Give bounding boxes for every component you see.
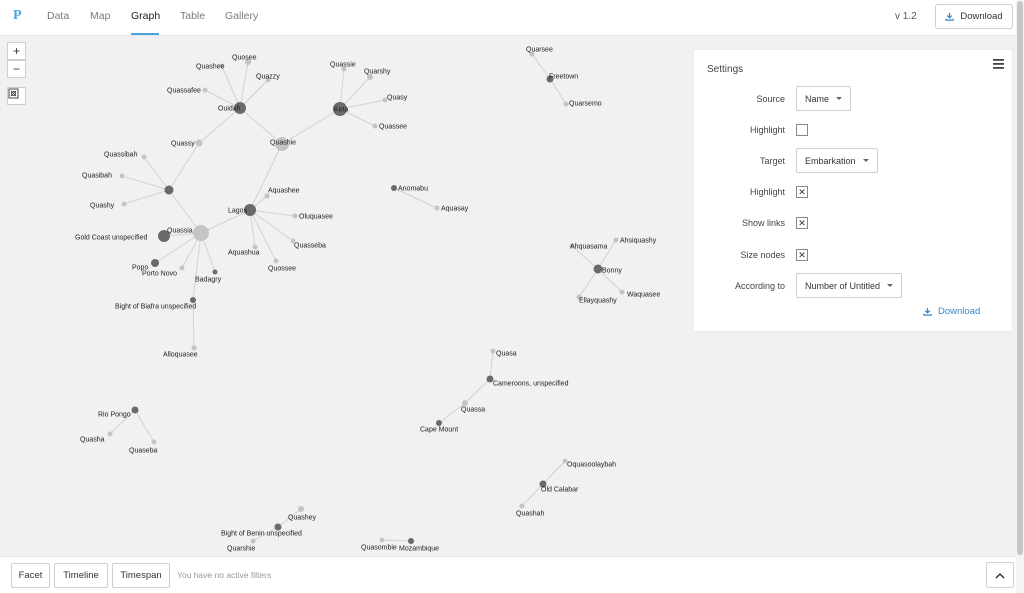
target-label: Target [759, 156, 785, 166]
graph-node-label: Waquasee [627, 291, 661, 299]
graph-node[interactable] [193, 225, 209, 241]
graph-node-label: Quashey [288, 514, 317, 522]
graph-node[interactable] [298, 506, 304, 512]
fit-to-screen-icon [8, 88, 19, 99]
graph-edge [490, 351, 493, 379]
graph-node[interactable] [373, 124, 378, 129]
graph-node-label: Quassy [171, 140, 195, 148]
graph-node-label: Quashah [516, 510, 545, 518]
graph-node[interactable] [408, 538, 414, 544]
graph-node-label: Quashy [90, 202, 115, 210]
graph-node-label: Quashie [270, 139, 297, 147]
graph-node[interactable] [391, 185, 397, 191]
graph-node[interactable] [122, 202, 127, 207]
graph-node-label: Cameroons, unspecified [493, 380, 569, 388]
graph-node[interactable] [108, 432, 113, 437]
graph-node[interactable] [132, 407, 139, 414]
graph-node-label: Quassibah [104, 151, 138, 159]
tab-graph[interactable]: Graph [131, 10, 161, 22]
graph-node-label: Bight of Biafra unspecified [115, 303, 197, 311]
filter-bar [0, 556, 1016, 593]
graph-node-label: Ahsiquashy [620, 237, 657, 245]
graph-node[interactable] [620, 290, 625, 295]
graph-edge [382, 540, 411, 541]
target-select-value: Embarkation [805, 155, 856, 166]
graph-node-label: Quarsee [526, 46, 553, 54]
download-button-label: Download [960, 11, 1003, 22]
graph-node[interactable] [564, 102, 569, 107]
graph-node-label: Badagry [195, 276, 222, 284]
download-button[interactable] [935, 4, 1013, 29]
graph-node-label: Quarshie [227, 545, 256, 553]
source-label: Source [756, 94, 785, 104]
graph-node-label: Quassie [330, 61, 356, 69]
graph-node[interactable] [435, 206, 440, 211]
graph-node-label: Quossee [268, 265, 297, 273]
graph-node[interactable] [203, 88, 208, 93]
graph-node[interactable] [213, 270, 218, 275]
graph-node-label: Quasa [496, 350, 517, 358]
settings-panel [693, 49, 1013, 332]
graph-node-label: Gold Coast unspecified [75, 234, 148, 242]
graph-node[interactable] [190, 297, 196, 303]
highlight-source-checkbox[interactable] [796, 124, 808, 136]
chevron-down-icon [863, 159, 869, 162]
graph-node[interactable] [142, 155, 147, 160]
graph-node-label: Aquasay [441, 205, 469, 213]
graph-edge [144, 157, 169, 190]
scrollbar-thumb[interactable] [1017, 1, 1023, 555]
graph-node-label: Mozambique [399, 545, 440, 553]
graph-node-label: Porto Novo [142, 270, 178, 278]
according-to-label: According to [734, 281, 785, 291]
graph-node-label: Ouidah [218, 105, 241, 113]
graph-node-label: Quassafee [167, 87, 201, 95]
chevron-down-icon [887, 284, 893, 287]
graph-node[interactable] [462, 400, 468, 406]
graph-node-label: Anomabu [398, 185, 428, 193]
graph-node[interactable] [165, 186, 174, 195]
graph-node-label: Quosee [232, 54, 257, 62]
graph-node[interactable] [293, 214, 298, 219]
graph-node[interactable] [151, 259, 159, 267]
graph-node-label: Aquashua [228, 249, 260, 257]
settings-title: Settings [707, 64, 744, 75]
source-select-value: Name [805, 93, 830, 104]
graph-node[interactable] [251, 539, 256, 544]
graph-edge [250, 144, 282, 210]
show-links-label: Show links [741, 218, 785, 228]
graph-edge [550, 79, 566, 104]
vertical-scrollbar[interactable] [1016, 0, 1024, 593]
graph-node[interactable] [520, 504, 525, 509]
graph-edge [199, 105, 241, 143]
graph-node[interactable] [614, 238, 619, 243]
graph-edge [465, 379, 490, 403]
size-nodes-label: Size nodes [740, 250, 785, 260]
timeline-button[interactable]: Timeline [54, 563, 108, 588]
graph-node-label: Aquashee [268, 187, 300, 195]
highlight-target-label: Highlight [749, 187, 785, 197]
zoom-in-button[interactable]: + [7, 42, 26, 60]
graph-node-label: Rio Pongo [98, 411, 131, 419]
graph-node-label: Quarshy [364, 68, 391, 76]
graph-node-label: Bonny [602, 267, 622, 275]
chevron-up-icon [995, 572, 1005, 579]
graph-node-label: Quassee [379, 123, 408, 131]
graph-node[interactable] [275, 524, 282, 531]
download-icon [923, 307, 932, 316]
graph-node-label: Quazzy [256, 73, 280, 81]
tab-map[interactable]: Map [90, 10, 111, 22]
graph-edge [532, 54, 550, 79]
top-navigation-bar [0, 0, 1016, 36]
graph-node[interactable] [120, 174, 125, 179]
highlight-source-label: Highlight [749, 125, 785, 135]
graph-node[interactable] [274, 259, 279, 264]
graph-node-label: Quarsemo [569, 100, 602, 108]
graph-node[interactable] [192, 346, 197, 351]
graph-node-label: Keta [334, 106, 349, 114]
graph-node[interactable] [436, 420, 442, 426]
active-filters-status: You have no active filters [177, 570, 272, 580]
tab-data[interactable]: Data [47, 10, 70, 22]
graph-node[interactable] [180, 266, 185, 271]
graph-node-label: Freetown [549, 73, 579, 81]
graph-node-label: Quasseba [294, 242, 326, 250]
graph-node-label: Alloquasee [163, 351, 198, 359]
graph-node-label: Quaseba [129, 447, 158, 455]
graph-node-label: Bight of Benin unspecified [221, 530, 302, 538]
size-nodes-checkbox[interactable]: ✕ [796, 249, 808, 261]
graph-node-label: Quassia [167, 227, 193, 235]
settings-download-link[interactable] [923, 306, 980, 317]
app-logo[interactable]: P [13, 8, 22, 23]
graph-edge [135, 410, 154, 442]
expand-panel-button[interactable] [986, 562, 1014, 588]
graph-node-label: Quasha [80, 436, 105, 444]
settings-download-label: Download [938, 306, 981, 317]
graph-edge [193, 233, 201, 300]
graph-node-label: Oluquasee [299, 213, 333, 221]
according-to-select-value: Number of Untitled [805, 280, 881, 291]
graph-node-label: Old Calabar [541, 486, 579, 494]
graph-node[interactable] [196, 140, 203, 147]
graph-node-label: Quasy [387, 94, 408, 102]
fit-view-button[interactable] [7, 87, 26, 105]
graph-node-label: Ahquasama [570, 243, 608, 251]
timespan-button[interactable]: Timespan [112, 563, 170, 588]
zoom-out-button[interactable]: − [7, 60, 26, 78]
graph-edge [124, 190, 169, 204]
graph-node-label: Quashee [196, 63, 225, 71]
source-select[interactable] [796, 86, 851, 111]
tab-gallery[interactable]: Gallery [225, 10, 259, 22]
graph-node-label: Quassa [461, 406, 486, 414]
download-icon [945, 12, 954, 21]
graph-edge [169, 140, 199, 190]
chevron-down-icon [836, 97, 842, 100]
graph-edge [543, 461, 565, 484]
graph-node-label: Quasibah [82, 172, 112, 180]
graph-edge [122, 176, 169, 190]
graph-node-label: Ellayquashy [579, 297, 617, 305]
graph-node-label: Quasombie [361, 544, 397, 552]
graph-node[interactable] [380, 538, 385, 543]
graph-node-label: Popo [132, 264, 149, 272]
graph-node-label: Cape Mount [420, 426, 459, 434]
show-links-checkbox[interactable]: ✕ [796, 217, 808, 229]
graph-node[interactable] [491, 349, 496, 354]
graph-edge [579, 269, 598, 297]
facet-button[interactable]: Facet [11, 563, 50, 588]
target-select[interactable] [796, 148, 878, 173]
hamburger-menu-icon[interactable] [993, 59, 1004, 69]
highlight-target-checkbox[interactable]: ✕ [796, 186, 808, 198]
tab-table[interactable]: Table [180, 10, 206, 22]
graph-node[interactable] [152, 440, 157, 445]
according-to-select[interactable] [796, 273, 902, 298]
graph-edge [222, 66, 240, 108]
graph-edge [522, 484, 543, 506]
active-tab-indicator [131, 33, 159, 35]
version-label: v 1.2 [895, 11, 917, 22]
graph-node-label: Oquasoolaybah [567, 461, 617, 469]
graph-node-label: Lagos [228, 207, 248, 215]
